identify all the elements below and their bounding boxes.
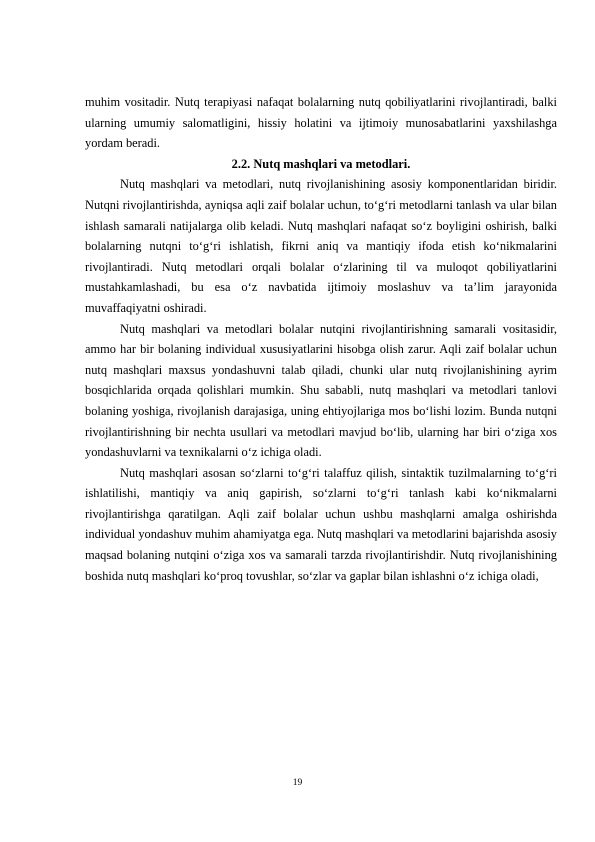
page-number: 19 xyxy=(292,778,303,788)
page-body xyxy=(85,92,557,586)
paragraph-3: Nutq mashqlari asosan so‘zlarni to‘g‘ri talaffuz qilish, sintaktik tuzilmalarning to‘g‘ri ishlatilishi, mantiqiy va aniq gapirish, so‘zlarni to‘g‘ri tanlash kabi ko‘nikmalarni rivojlantirishga qaratilgan. Aqli zaif bolalar uchun ushbu mashqlarni amalga oshirishda individual yondashuv muhim ahamiyatga ega. Nutq mashqlari va metodlarini bajarishda asosiy maqsad bolaning nutqini o‘ziga xos va samarali tarzda rivojlantirishdir. Nutq rivojlanishining boshida nutq mashqlari ko‘proq tovushlar, so‘zlar va gaplar bilan ishlashni o‘z ichiga oladi, xyxy=(85,465,557,583)
section-heading: 2.2. Nutq mashqlari va metodlari. xyxy=(231,156,411,171)
paragraph-continuation: muhim vositadir. Nutq terapiyasi nafaqat bolalarning nutq qobiliyatlarini rivojlantiradi, balki ularning umumiy salomatligini, hissiy holatini va ijtimoiy munosabatlarini yaxshilashga yordam beradi. xyxy=(85,95,557,151)
paragraph-1: Nutq mashqlari va metodlari, nutq rivojlanishining asosiy komponentlaridan biridir. Nutqni rivojlantirishda, ayniqsa aqli zaif bolalar uchun, to‘g‘ri metodlarni tanlash va ular bilan ishlash samarali natijalarga olib keladi. Nutq mashqlari nafaqat so‘z boyligini oshirish, balki bolalarning nutqni to‘g‘ri ishlatish, fikrni aniq va mantiqiy ifoda etish ko‘nikmalarini rivojlantiradi. Nutq metodlari orqali bolalar o‘zlarining til va muloqot qobiliyatlarini mustahkamlashadi, bu esa o‘z navbatida ijtimoiy moslashuv va ta’lim jarayonida muvaffaqiyatni oshiradi. xyxy=(85,177,557,315)
paragraph-2: Nutq mashqlari va metodlari bolalar nutqini rivojlantirishning samarali vositasidir, ammo har bir bolaning individual xususiyatlarini hisobga olish zarur. Aqli zaif bolalar uchun nutq mashqlari maxsus yondashuvni talab qiladi, chunki ular nutq rivojlanishining ayrim bosqichlarida orqada qolishlari mumkin. Shu sababli, nutq mashqlari va metodlari tanlovi bolaning yoshiga, rivojlanish darajasiga, uning ehtiyojlariga mos bo‘lishi lozim. Bunda nutqni rivojlantirishning bir nechta usullari va metodlari mavjud bo‘lib, ularning har biri o‘ziga xos yondashuvlarni va texnikalarni o‘z ichiga oladi. xyxy=(85,321,557,460)
